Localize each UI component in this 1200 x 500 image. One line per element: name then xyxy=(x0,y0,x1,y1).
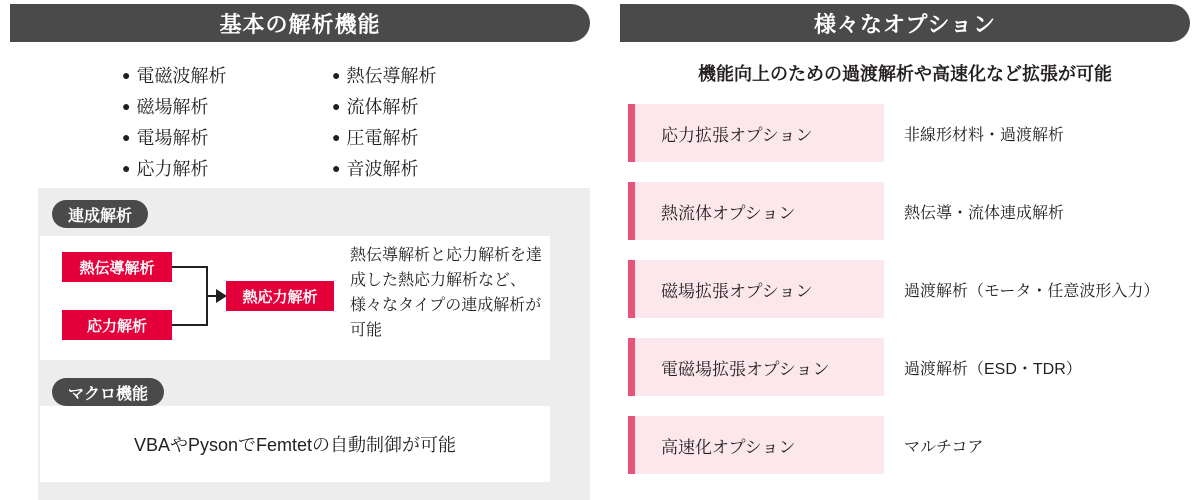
list-item xyxy=(122,60,226,91)
option-accent-bar xyxy=(628,416,635,474)
macro-feature-description: VBAやPysonでFemtetの自動制御が可能 xyxy=(133,435,457,455)
arrow-right-icon xyxy=(216,289,227,303)
option-row xyxy=(628,416,1188,474)
right-panel-header: 様々なオプション xyxy=(620,4,1190,42)
left-panel-header: 基本の解析機能 xyxy=(10,4,590,42)
list-item xyxy=(122,153,226,184)
bullet-dot-icon: ● xyxy=(332,98,341,114)
bullet-dot-icon: ● xyxy=(122,67,131,83)
option-accent-bar xyxy=(628,182,635,240)
bullet-dot-icon: ● xyxy=(332,67,341,83)
list-item xyxy=(332,91,436,122)
option-row xyxy=(628,182,1188,240)
list-item-label: 磁場解析 xyxy=(136,97,209,117)
list-item xyxy=(332,122,436,153)
coupled-analysis-description: 熱伝導解析と応力解析を達成した熱応力解析など、様々なタイプの連成解析が可能 xyxy=(350,247,543,339)
list-item xyxy=(122,122,226,153)
option-name: 高速化オプション xyxy=(635,416,884,474)
options-lead-text: 機能向上のための過渡解析や高速化など拡張が可能 xyxy=(698,64,1112,84)
list-item-label: 音波解析 xyxy=(346,159,419,179)
list-item xyxy=(122,91,226,122)
stress-analysis-label: 応力解析 xyxy=(62,310,172,340)
heat-conduction-label: 熱伝導解析 xyxy=(62,252,172,282)
bullet-dot-icon: ● xyxy=(122,98,131,114)
option-description: 非線形材料・過渡解析 xyxy=(904,126,1065,144)
option-accent-bar xyxy=(628,260,635,318)
connector-line-bottom xyxy=(172,324,208,326)
bullet-dot-icon: ● xyxy=(122,129,131,145)
list-item-label: 応力解析 xyxy=(136,159,209,179)
list-item xyxy=(332,153,436,184)
macro-feature-tag: マクロ機能 xyxy=(52,378,164,406)
bullet-dot-icon: ● xyxy=(122,160,131,176)
list-item-label: 流体解析 xyxy=(346,97,419,117)
coupled-analysis-tag: 連成解析 xyxy=(52,200,148,228)
bullet-dot-icon: ● xyxy=(332,129,341,145)
thermal-stress-analysis-label: 熱応力解析 xyxy=(226,281,334,311)
bullet-dot-icon: ● xyxy=(332,160,341,176)
basic-feature-list-column-1 xyxy=(122,60,226,184)
option-accent-bar xyxy=(628,338,635,396)
option-description: マルチコア xyxy=(904,438,984,456)
option-name: 電磁場拡張オプション xyxy=(635,338,884,396)
connector-line-top xyxy=(172,266,208,268)
option-accent-bar xyxy=(628,104,635,162)
option-description: 熱伝導・流体連成解析 xyxy=(904,204,1065,222)
option-name: 磁場拡張オプション xyxy=(635,260,884,318)
list-item-label: 電磁波解析 xyxy=(136,66,227,86)
list-item-label: 圧電解析 xyxy=(346,128,419,148)
option-row xyxy=(628,104,1188,162)
list-item xyxy=(332,60,436,91)
option-name: 熱流体オプション xyxy=(635,182,884,240)
list-item-label: 熱伝導解析 xyxy=(346,66,437,86)
option-description: 過渡解析（ESD・TDR） xyxy=(904,360,1082,378)
option-name: 応力拡張オプション xyxy=(635,104,884,162)
list-item-label: 電場解析 xyxy=(136,128,209,148)
basic-feature-list-column-2 xyxy=(332,60,436,184)
option-row xyxy=(628,260,1188,318)
option-row xyxy=(628,338,1188,396)
option-description: 過渡解析（モータ・任意波形入力） xyxy=(904,282,1160,300)
